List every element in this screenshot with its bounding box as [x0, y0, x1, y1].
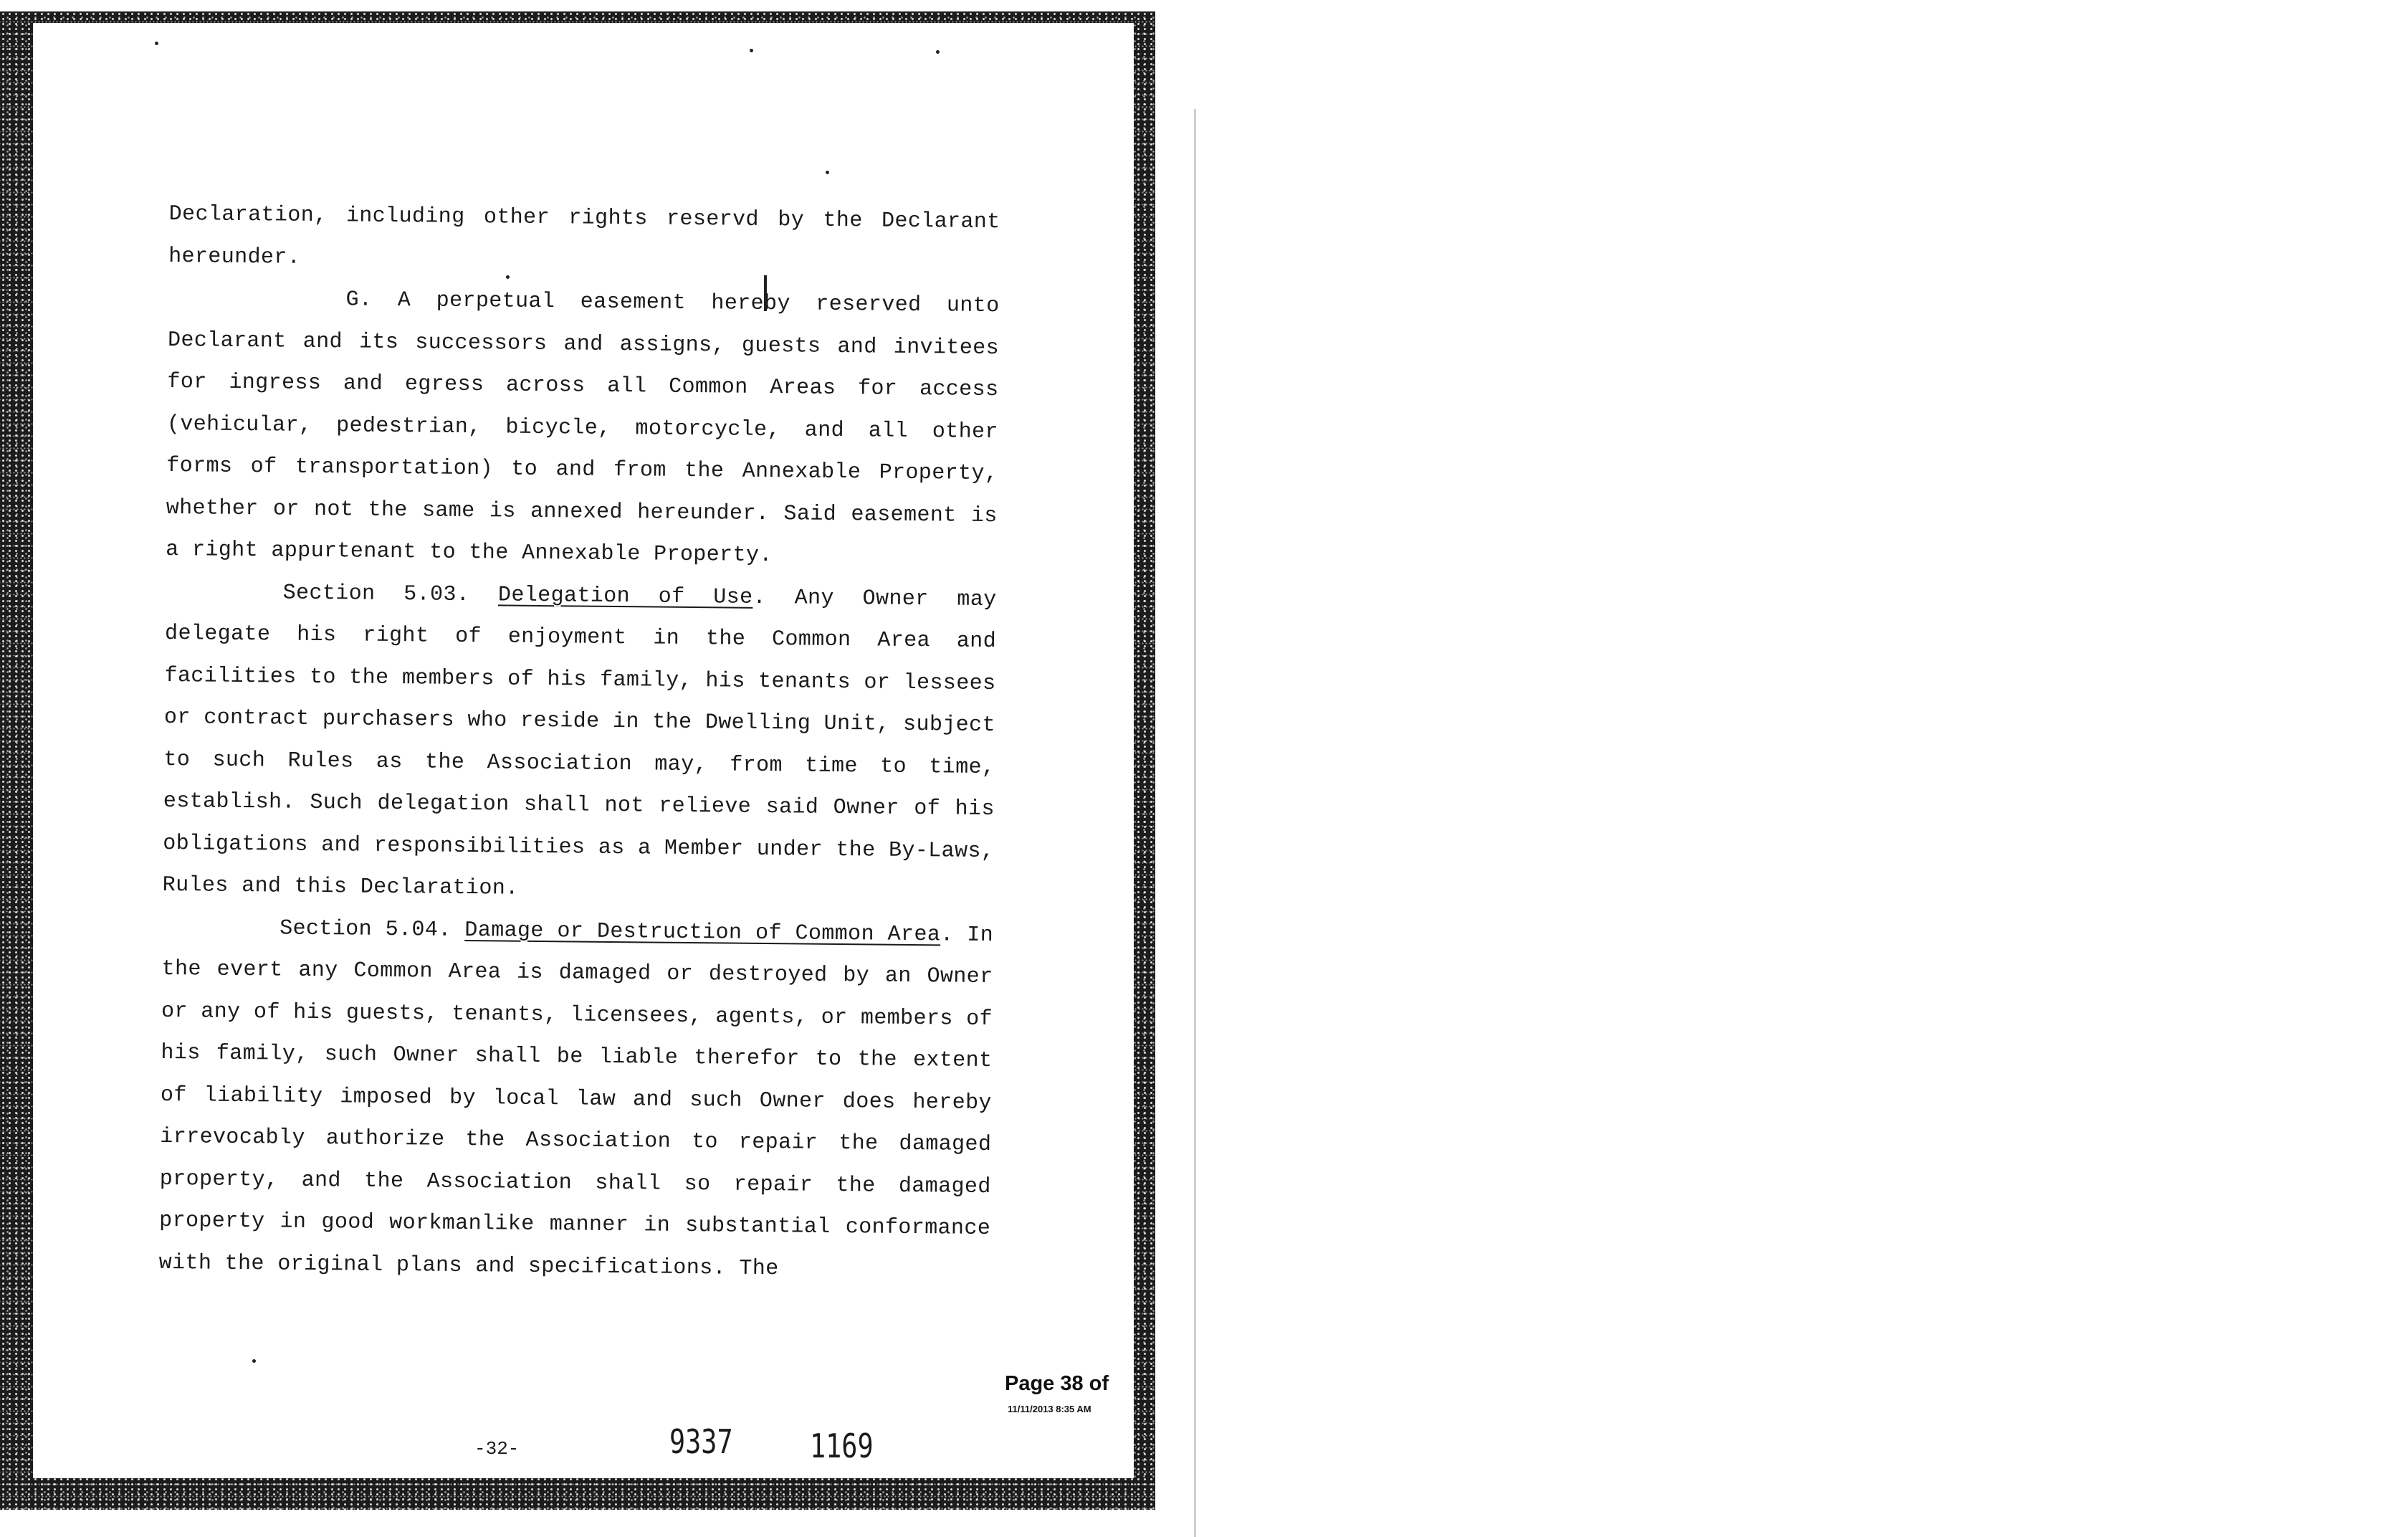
scan-speck	[252, 1359, 256, 1363]
paragraph-declaration	[168, 194, 1000, 285]
section-heading-period: .	[940, 922, 954, 948]
document-body	[158, 194, 1000, 1292]
paragraph-text: Declarant and its successors and assigns, guests and invitees for ingress and egress across all Common Areas for access (vehicular, pedestrian, bicycle, motorcycle, and all other forms of transportation) to and from the Annexable Property, whether or not the same is annexed hereunder. Said easement is a right appurtenant to the Annexable Property.	[166, 328, 1000, 568]
section-heading: Delegation of Use	[497, 582, 753, 610]
page-edge-line	[1194, 109, 1196, 1537]
paragraph-label: G. A perpetual easement hereby reserved unto	[345, 287, 1000, 319]
page-number: -32-	[474, 1438, 520, 1460]
section-heading: Damage or Destruction of Common Area	[464, 918, 941, 947]
paragraph-easement	[166, 277, 1000, 579]
scan-speck	[750, 49, 753, 52]
page-stamp-label: Page 38 of	[1005, 1372, 1109, 1395]
scan-speck	[155, 42, 158, 45]
section-heading-period: .	[752, 585, 767, 610]
book-number: 9337	[669, 1422, 733, 1461]
section-5-04	[158, 906, 993, 1292]
page-reference-number: 1169	[810, 1427, 874, 1465]
section-number: Section 5.04.	[280, 916, 465, 943]
section-text: In the evert any Common Area is damaged or destroyed by an Owner or any of his guests, tenants, licensees, agents, or members of his family, such Owner shall be liable therefor to the extent of liability imposed by local law and such Owner does hereby irrevocably authorize the Association to repair the damaged property, and the Association shall so repair the damaged property in good workmanlike manner in substantial conformance with the original plans and specifications. The	[158, 923, 994, 1281]
scan-speck	[826, 171, 829, 174]
section-5-03	[162, 571, 996, 914]
section-text: Any Owner may delegate his right of enjoyment in the Common Area and facilities to the members of his family, his tenants or lessees or contract purchasers who reside in the Dwelling Unit, subject to such Rules as the Association may, from time to time, establish. Such delegation shall not relieve said Owner of his obligations and responsibilities as a Member under the By-Laws, Rules and this Declaration.	[162, 585, 997, 901]
scan-speck	[936, 50, 940, 54]
paragraph-text: Declaration, including other rights reservd by the Declarant hereunder.	[168, 201, 1000, 270]
page-stamp-datetime: 11/11/2013 8:35 AM	[1008, 1404, 1091, 1414]
section-number: Section 5.03.	[282, 581, 499, 607]
